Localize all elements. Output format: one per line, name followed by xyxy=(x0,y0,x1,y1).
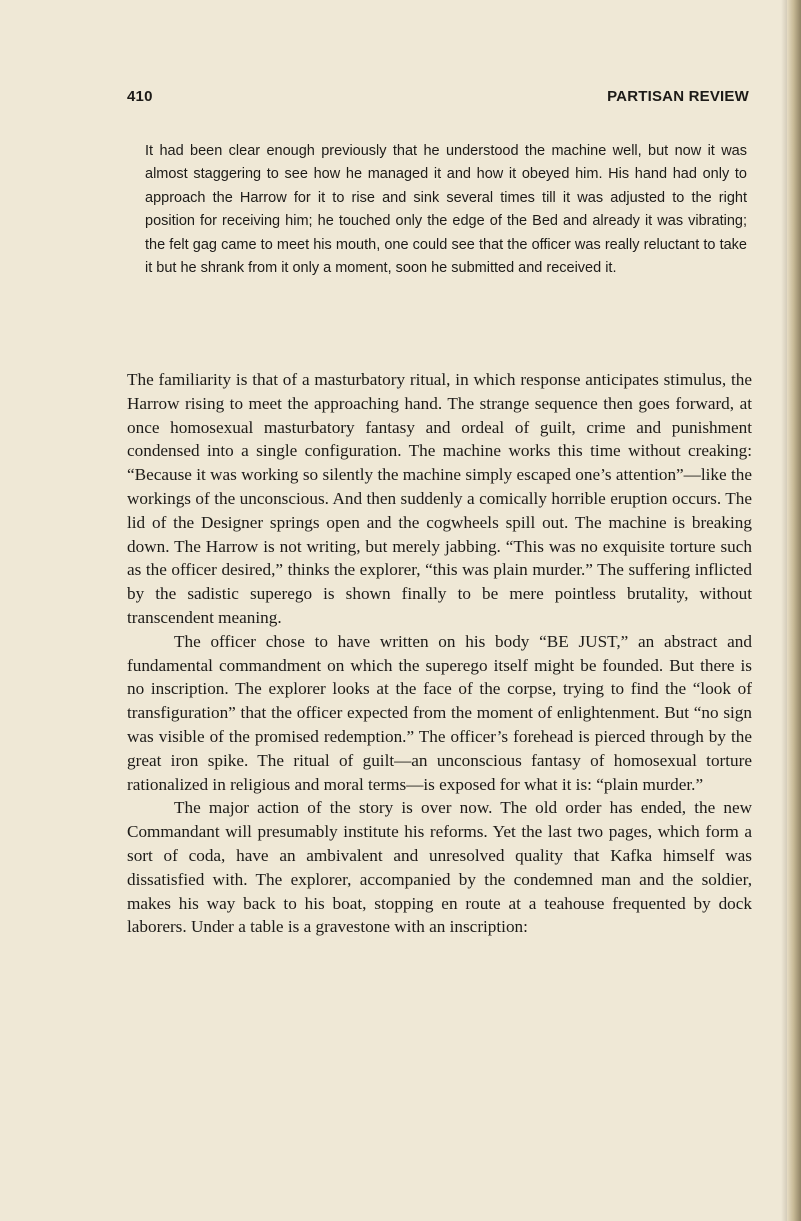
body-text xyxy=(127,368,752,939)
running-title: PARTISAN REVIEW xyxy=(607,88,749,105)
paragraph-2: The officer chose to have written on his body “BE JUST,” an abstract and fundamental commandment on which the superego itself might be founded. But there is no inscription. The explorer looks at the face of the corpse, trying to find the “look of transfiguration” that the officer expected from the moment of enlightenment. But “no sign was visible of the promised redemption.” The officer’s forehead is pierced through by the great iron spike. The ritual of guilt—an unconscious fantasy of homosexual torture rationalized in religious and moral terms—is exposed for what it is: “plain murder.” xyxy=(127,631,752,794)
page-number: 410 xyxy=(127,88,153,105)
paragraph-3: The major action of the story is over now. The old order has ended, the new Commandant will presumably institute his reforms. Yet the last two pages, which form a sort of coda, have an ambivalent and unresolved quality that Kafka himself was dissatisfied with. The explorer, accompanied by the condemned man and the soldier, makes his way back to his boat, stopping en route at a teahouse frequented by dock laborers. Under a table is a gravestone with an inscription: xyxy=(127,798,752,937)
block-quote: It had been clear enough previously that he understood the machine well, but now it was almost staggering to see how he managed it and how it obeyed him. His hand had only to approach the Harrow for it to rise and sink several times till it was adjusted to the right position for receiving him; he touched only the edge of the Bed and already it was vibrating; the felt gag came to meet his mouth, one could see that the officer was really reluctant to take it but he shrank from it only a moment, soon he submitted and received it. xyxy=(145,143,747,277)
running-header xyxy=(127,88,749,110)
paragraph-1: The familiarity is that of a masturbatory ritual, in which response anticipates stimulus, the Harrow rising to meet the approaching hand. The strange sequence then goes forward, at once homosexual masturbatory fantasy and ordeal of guilt, crime and punishment condensed into a single configuration. The machine works this time without creaking: “Because it was working so silently the machine simply escaped one’s attention”—like the workings of the unconscious. And then suddenly a comically horrible eruption occurs. The lid of the Designer springs open and the cogwheels spill out. The machine is breaking down. The Harrow is not writing, but merely jabbing. “This was no exquisite torture such as the officer desired,” thinks the explorer, “this was plain murder.” The suffering inflicted by the sadistic superego is shown finally to be mere pointless brutality, without transcendent meaning. xyxy=(127,370,752,627)
page-edge xyxy=(787,0,801,1221)
